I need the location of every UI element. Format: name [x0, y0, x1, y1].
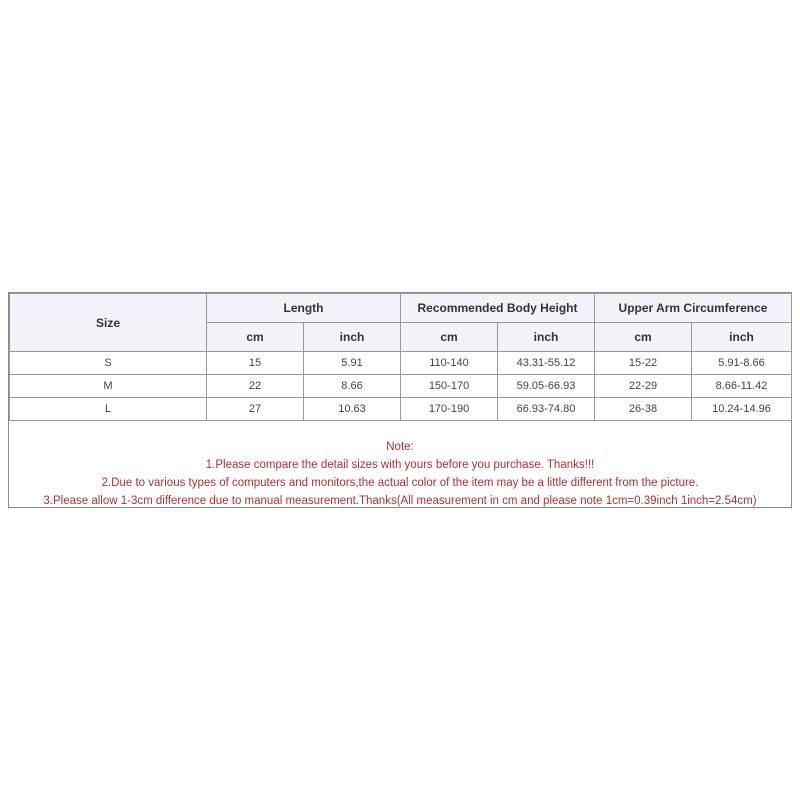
- header-length: Length: [207, 294, 401, 323]
- table-cell: S: [10, 352, 207, 375]
- note-line-1: 1.Please compare the detail sizes with yours before you purchase. Thanks!!!: [205, 459, 595, 471]
- table-row: [10, 352, 792, 375]
- size-chart: [8, 292, 792, 508]
- table-cell: 10.24-14.96: [692, 398, 792, 421]
- table-cell: 110-140: [401, 352, 498, 375]
- table-cell: 5.91: [304, 352, 401, 375]
- note-line-3: 3.Please allow 1-3cm difference due to manual measurement.Thanks(All measurement in cm and please note 1cm=0.39inch 1inch=2.54cm): [43, 495, 757, 507]
- notes-block: [9, 438, 791, 510]
- table-cell: 15-22: [595, 352, 692, 375]
- unit-header: inch: [304, 323, 401, 352]
- unit-header: inch: [498, 323, 595, 352]
- note-line-2: 2.Due to various types of computers and monitors,the actual color of the item may be a little different from the picture.: [101, 477, 699, 489]
- header-upper-arm: Upper Arm Circumference: [595, 294, 792, 323]
- table-cell: 59.05-66.93: [498, 375, 595, 398]
- table-cell: 66.93-74.80: [498, 398, 595, 421]
- table-cell: 10.63: [304, 398, 401, 421]
- table-cell: 27: [207, 398, 304, 421]
- table-cell: 150-170: [401, 375, 498, 398]
- note-title: Note:: [386, 441, 414, 453]
- table-cell: 8.66-11.42: [692, 375, 792, 398]
- table-cell: 22: [207, 375, 304, 398]
- table-cell: 5.91-8.66: [692, 352, 792, 375]
- table-cell: 43.31-55.12: [498, 352, 595, 375]
- table-cell: 8.66: [304, 375, 401, 398]
- header-body-height: Recommended Body Height: [401, 294, 595, 323]
- unit-header: cm: [401, 323, 498, 352]
- unit-header: inch: [692, 323, 792, 352]
- unit-header: cm: [207, 323, 304, 352]
- size-table: [9, 293, 792, 421]
- table-cell: L: [10, 398, 207, 421]
- header-size: Size: [10, 294, 207, 352]
- table-row: [10, 398, 792, 421]
- table-row: [10, 375, 792, 398]
- table-cell: 22-29: [595, 375, 692, 398]
- table-cell: 26-38: [595, 398, 692, 421]
- table-cell: 15: [207, 352, 304, 375]
- unit-header: cm: [595, 323, 692, 352]
- table-cell: 170-190: [401, 398, 498, 421]
- table-cell: M: [10, 375, 207, 398]
